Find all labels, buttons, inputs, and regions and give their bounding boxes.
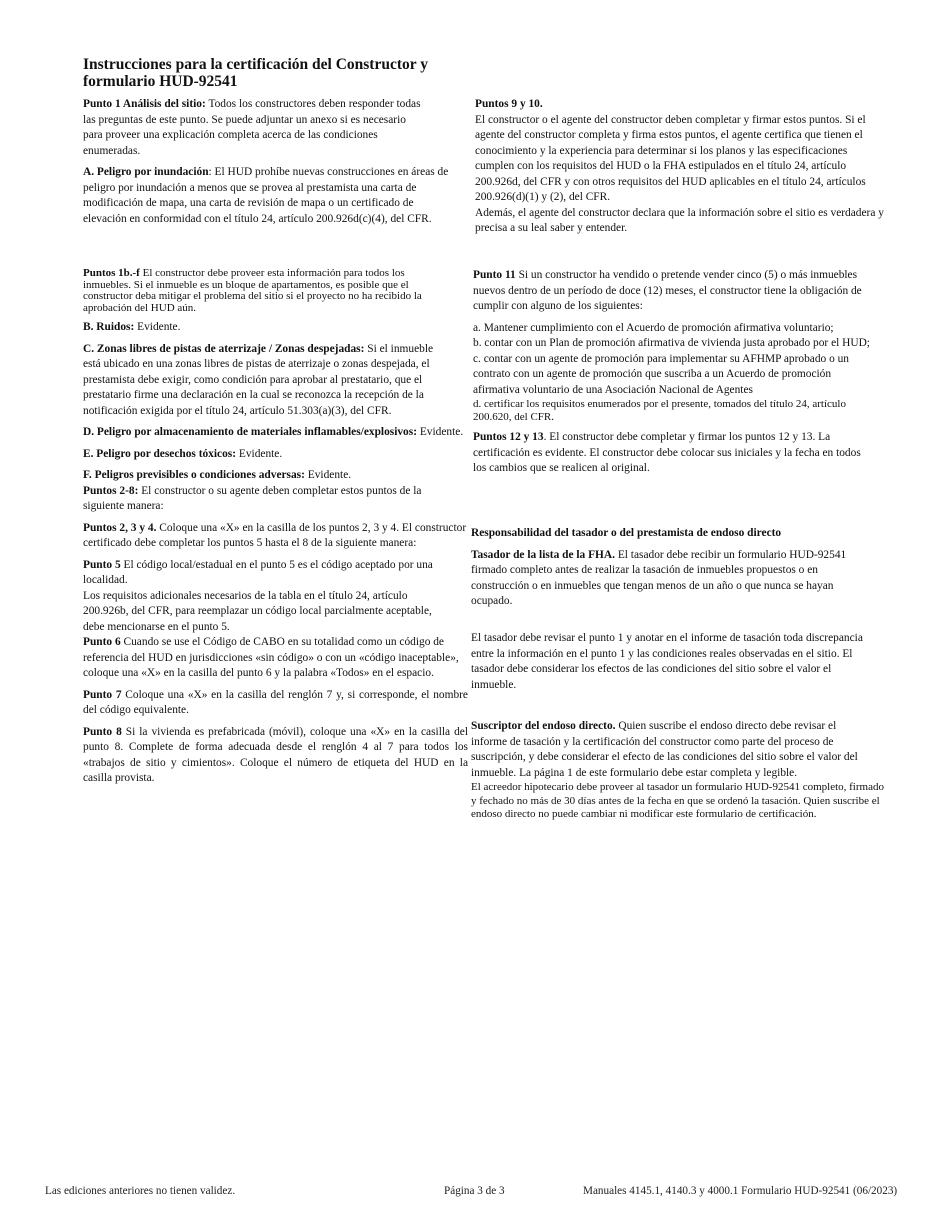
puntos-9-10-paragraph: Puntos 9 y 10. El constructor o el agente del constructor deben completar y firmar estos puntos. Si el agente del constructor completa y firma estos puntos, el agente certifica que tienen el conocimiento y la experiencia para determinar si los planos y las especificaciones cumplen con los requisitos del HUD o la FHA estipulados en el título 24, artículo 200.926d, del CFR y con otros requisitos del HUD aplicables en el título 24, artículos 200.926(d)(1) y (2), del CFR. Además, el agente del constructor declara que la información sobre el sitio es verdadera y precisa a su leal saber y entender. [475,98,884,234]
footer-page-number: Página 3 de 3 [444,1185,505,1197]
responsabilidad-heading: Responsabilidad del tasador o del prestamista de endoso directo [471,527,782,539]
punto-a-paragraph: A. Peligro por inundación: El HUD prohíbe nuevas construcciones en áreas de peligro por inundación a menos que se provea al prestamista una carta de modificación de mapa, una carta de revisión de mapa o un certificado de elevación en conformidad con el título 24, artículo 200.926d(c)(4), del CFR. [83,166,449,225]
punto-1b-paragraph: Puntos 1b.-f El constructor debe proveer esta información para todos los inmuebles. Si el inmueble es un bloque de apartamentos, es posible que el constructor deba mitigar el problema del sitio si el proyecto no ha recibido la aprobación del HUD aún. [83,267,422,314]
right-column-tasador [471,526,871,616]
footer-form-reference: Manuales 4145.1, 4140.3 y 4000.1 Formulario HUD-92541 (06/2023) [583,1185,898,1197]
tasador-review-paragraph: El tasador debe revisar el punto 1 y anotar en el informe de tasación toda discrepancia entre la información en el punto 1 y las condiciones reales observadas en el sitio. El tasador debe considerar los efectos de las condiciones del sitio sobre el valor el inmueble. [471,632,863,691]
list-item-b: b. contar con un Plan de promoción afirmativa de vivienda justa aprobado por el HUD; [473,337,870,349]
puntos-12-13-paragraph: Puntos 12 y 13. El constructor debe completar y firmar los puntos 12 y 13. La certificación es evidente. El constructor debe colocar sus iniciales y la fecha en todos los cambios que se realicen al original. [473,431,861,474]
punto-11-paragraph: Punto 11 Si un constructor ha vendido o pretende vender cinco (5) o más inmuebles nuevos dentro de un período de doce (12) meses, el constructor tiene la obligación de cumplir con alguno de los siguientes: [473,269,862,312]
list-item-c: c. contar con un agente de promoción para implementar su AFHMP aprobado o un contrato con un agente de promoción que suscriba a un Acuerdo de promoción afirmativa voluntario de una Asociación Nacional de Agentes [473,352,850,396]
right-column-middle [473,268,873,483]
punto-5-extra-paragraph: Los requisitos adicionales necesarios de la tabla en el título 24, artículo 200.926b, del CFR, para reemplazar un código local parcialmente aceptable, debe mencionarse en el punto 5. [83,589,432,633]
left-column [83,97,449,233]
punto-e-paragraph: E. Peligro por desechos tóxicos: Evidente. [83,447,283,460]
suscriptor-paragraph: Suscriptor del endoso directo. Quien suscribe el endoso directo debe revisar el informe de tasación y la certificación del constructor como parte del proceso de suscripción, y debe considerar el efecto de las condiciones del sitio sobre el valor del inmueble. La página 1 de este formulario debe estar completa y legible. [471,720,858,779]
punto-7-paragraph: Punto 7 Coloque una «X» en la casilla del renglón 7 y, si corresponde, el nombre del código equivalente. [83,688,468,716]
right-column-tasador-review [471,631,871,699]
tasador-paragraph: Tasador de la lista de la FHA. El tasador debe recibir un formulario HUD-92541 firmado completo antes de realizar la tasación de inmuebles propuestos o en construcción o en inmuebles que tengan menos de un año o que nunca se hayan ocupado. [471,548,847,607]
list-item-d: d. certificar los requisitos enumerados por el presente, tomados del título 24, artículo 200.620, del CFR. [473,398,846,423]
punto-5-paragraph: Punto 5 El código local/estadual en el punto 5 es el código aceptado por una localidad. [83,558,433,586]
punto-1-paragraph: Punto 1 Análisis del sitio: Todos los constructores deben responder todas las preguntas de este punto. Se puede adjuntar un anexo si es necesario para proveer una explicación completa acerca de las condiciones enumeradas. [83,98,421,157]
page-title: Instrucciones para la certificación del Constructor y formulario HUD-92541 [83,56,428,90]
right-column-suscriptor [471,719,891,828]
puntos-2-8-paragraph: Puntos 2-8: El constructor o su agente deben completar estos puntos de la siguiente manera: [83,484,422,512]
punto-8-paragraph: Punto 8 Si la vivienda es prefabricada (móvil), coloque una «X» en la casilla del punto 8. Complete de forma adecuada desde el renglón 4 al 7 para todos los «trabajos de sitio y cimientos». Coloque el número de etiqueta del HUD en la casilla provista. [83,725,468,784]
punto-b-paragraph: B. Ruidos: Evidente. [83,321,181,333]
puntos-2-3-4-paragraph: Puntos 2, 3 y 4. Coloque una «X» en la casilla de los puntos 2, 3 y 4. El constructor certificado debe completar los puntos 5 hasta el 8 de la siguiente manera: [83,521,467,549]
punto-6-paragraph: Punto 6 Cuando se use el Código de CABO en su totalidad como un código de referencia del HUD en jurisdicciones «sin código» o con un «código inaceptable», coloque una «X» en la casilla del punto 6 y la palabra «Todos» en el espacio. [83,636,459,679]
footer-editions-note: Las ediciones anteriores no tienen validez. [45,1185,236,1197]
punto-c-paragraph: C. Zonas libres de pistas de aterrizaje / Zonas despejadas: Si el inmueble está ubicado en una zonas libres de pistas de aterrizaje o zonas despejada, el prestamista debe exigir, como condición para aprobar al prestatario, que el prestatario firme una declaración en la cual se reconozca la recepción de la notificación exigida por el título 24, artículo 51.303(a)(3), del CFR. [83,342,434,417]
punto-d-paragraph: D. Peligro por almacenamiento de materiales inflamables/explosivos: Evidente. [83,426,464,438]
list-item-a: a. Mantener cumplimiento con el Acuerdo de promoción afirmativa voluntario; [473,321,834,334]
right-column-top [475,97,887,237]
left-column-lower [83,268,468,793]
punto-f-paragraph: F. Peligros previsibles o condiciones adversas: Evidente. [83,469,352,481]
acreedor-paragraph: El acreedor hipotecario debe proveer al tasador un formulario HUD-92541 completo, firmado y fechado no más de 30 días antes de la fecha en que se ordenó la tasación. Quien suscribe el endoso directo no puede cambiar ni modificar este formulario de certificación. [471,781,884,820]
